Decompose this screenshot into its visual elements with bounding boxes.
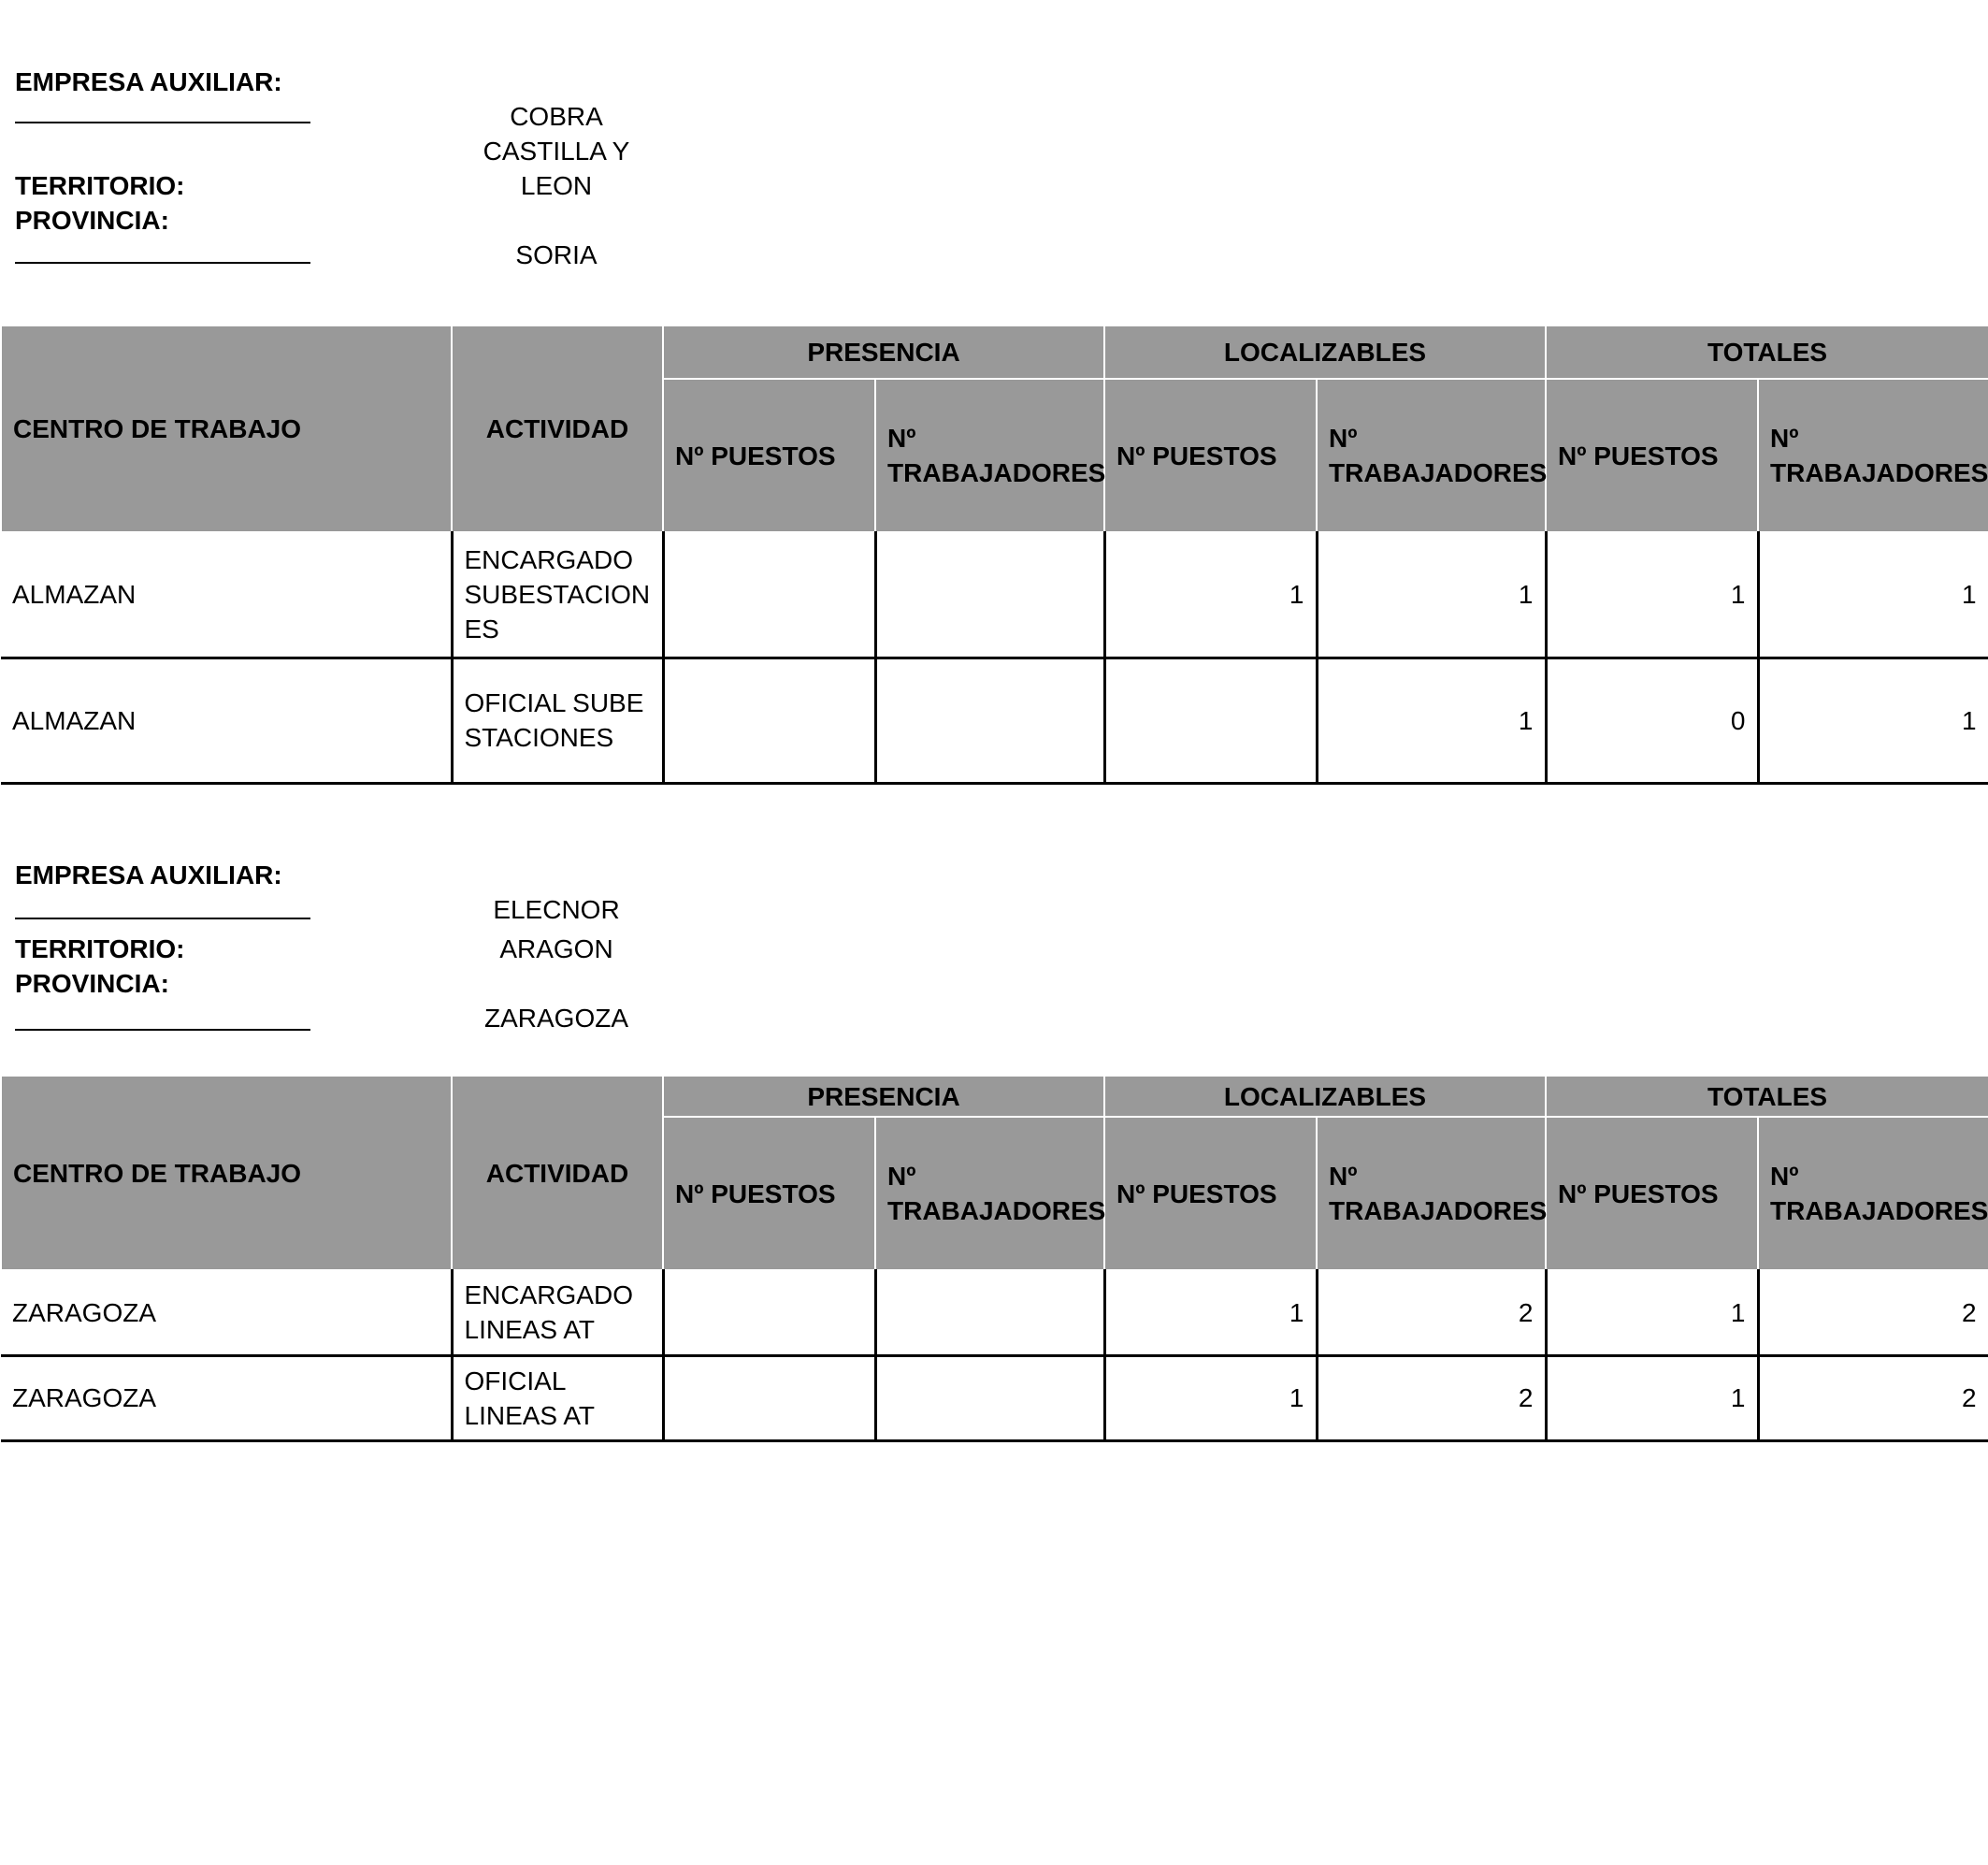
- header-totales: TOTALES: [1546, 325, 1988, 379]
- pres-puestos-cell: [663, 532, 875, 658]
- actividad-cell: ENCARGADO SUBESTACIONES: [452, 532, 663, 658]
- tot-trab-cell: 2: [1758, 1270, 1988, 1355]
- section-elecnor: [0, 792, 1988, 1430]
- pres-trab-cell: [875, 658, 1104, 783]
- loc-puestos-cell: 1: [1104, 1270, 1317, 1355]
- provincia-label: PROVINCIA:: [15, 969, 169, 998]
- empresa-label: EMPRESA AUXILIAR:: [15, 67, 282, 96]
- actividad-cell: OFICIAL LINEAS AT: [452, 1355, 663, 1440]
- header-trabajadores: Nº TRABAJADORES: [875, 1117, 1104, 1270]
- header-presencia: PRESENCIA: [663, 1076, 1104, 1117]
- loc-puestos-cell: 1: [1104, 532, 1317, 658]
- header-localizables: LOCALIZABLES: [1104, 1076, 1546, 1117]
- tot-puestos-cell: 0: [1546, 658, 1758, 783]
- territorio-value: CASTILLA Y LEON: [483, 137, 630, 200]
- header-actividad: ACTIVIDAD: [452, 1076, 663, 1270]
- header-puestos: Nº PUESTOS: [1546, 1117, 1758, 1270]
- pres-puestos-cell: [663, 1355, 875, 1440]
- table-row: [1, 532, 1988, 658]
- territorio-label: TERRITORIO:: [15, 171, 185, 200]
- provincia-label: PROVINCIA:: [15, 206, 169, 235]
- provincia-value: SORIA: [515, 240, 598, 269]
- header-actividad: ACTIVIDAD: [452, 325, 663, 532]
- pres-puestos-cell: [663, 1270, 875, 1355]
- territorio-value: ARAGON: [499, 934, 613, 963]
- header-puestos: Nº PUESTOS: [663, 379, 875, 532]
- header-trabajadores: Nº TRABAJADORES: [1317, 1117, 1546, 1270]
- actividad-cell: OFICIAL SUBESTACIONES: [452, 658, 663, 783]
- tot-puestos-cell: 1: [1546, 1270, 1758, 1355]
- loc-trab-cell: 1: [1317, 658, 1546, 783]
- header-puestos: Nº PUESTOS: [1104, 1117, 1317, 1270]
- pres-trab-cell: [875, 1270, 1104, 1355]
- staff-table: [0, 1075, 1988, 1442]
- empresa-label: EMPRESA AUXILIAR:: [15, 860, 282, 889]
- header-presencia: PRESENCIA: [663, 325, 1104, 379]
- centro-cell: ALMAZAN: [1, 658, 452, 783]
- header-puestos: Nº PUESTOS: [663, 1117, 875, 1270]
- header-trabajadores: Nº TRABAJADORES: [875, 379, 1104, 532]
- loc-trab-cell: 1: [1317, 532, 1546, 658]
- header-centro: CENTRO DE TRABAJO: [1, 325, 452, 532]
- header-puestos: Nº PUESTOS: [1104, 379, 1317, 532]
- header-totales: TOTALES: [1546, 1076, 1988, 1117]
- header-centro: CENTRO DE TRABAJO: [1, 1076, 452, 1270]
- empresa-value: ELECNOR: [493, 895, 620, 924]
- section-cobra: [0, 0, 1988, 752]
- pres-trab-cell: [875, 532, 1104, 658]
- pres-puestos-cell: [663, 658, 875, 783]
- loc-puestos-cell: 1: [1104, 1355, 1317, 1440]
- header-trabajadores: Nº TRABAJADORES: [1317, 379, 1546, 532]
- header-trabajadores: Nº TRABAJADORES: [1758, 379, 1988, 532]
- tot-puestos-cell: 1: [1546, 1355, 1758, 1440]
- centro-cell: ZARAGOZA: [1, 1355, 452, 1440]
- loc-trab-cell: 2: [1317, 1355, 1546, 1440]
- tot-trab-cell: 1: [1758, 658, 1988, 783]
- table-row: [1, 658, 1988, 783]
- provincia-value: ZARAGOZA: [483, 1004, 628, 1033]
- header-localizables: LOCALIZABLES: [1104, 325, 1546, 379]
- loc-puestos-cell: [1104, 658, 1317, 783]
- underline: [15, 918, 310, 919]
- tot-trab-cell: 1: [1758, 532, 1988, 658]
- underline: [15, 1029, 310, 1031]
- header-trabajadores: Nº TRABAJADORES: [1758, 1117, 1988, 1270]
- underline: [15, 262, 310, 264]
- empresa-value: COBRA: [510, 102, 603, 131]
- loc-trab-cell: 2: [1317, 1270, 1546, 1355]
- centro-cell: ZARAGOZA: [1, 1270, 452, 1355]
- header-puestos: Nº PUESTOS: [1546, 379, 1758, 532]
- staff-table: [0, 325, 1988, 785]
- pres-trab-cell: [875, 1355, 1104, 1440]
- section-info: [0, 0, 1988, 271]
- actividad-cell: ENCARGADO LINEAS AT: [452, 1270, 663, 1355]
- tot-trab-cell: 2: [1758, 1355, 1988, 1440]
- table-row: [1, 1355, 1988, 1440]
- table-row: [1, 1270, 1988, 1355]
- centro-cell: ALMAZAN: [1, 532, 452, 658]
- underline: [15, 122, 310, 123]
- section-info: [0, 792, 1988, 1063]
- tot-puestos-cell: 1: [1546, 532, 1758, 658]
- territorio-label: TERRITORIO:: [15, 934, 185, 963]
